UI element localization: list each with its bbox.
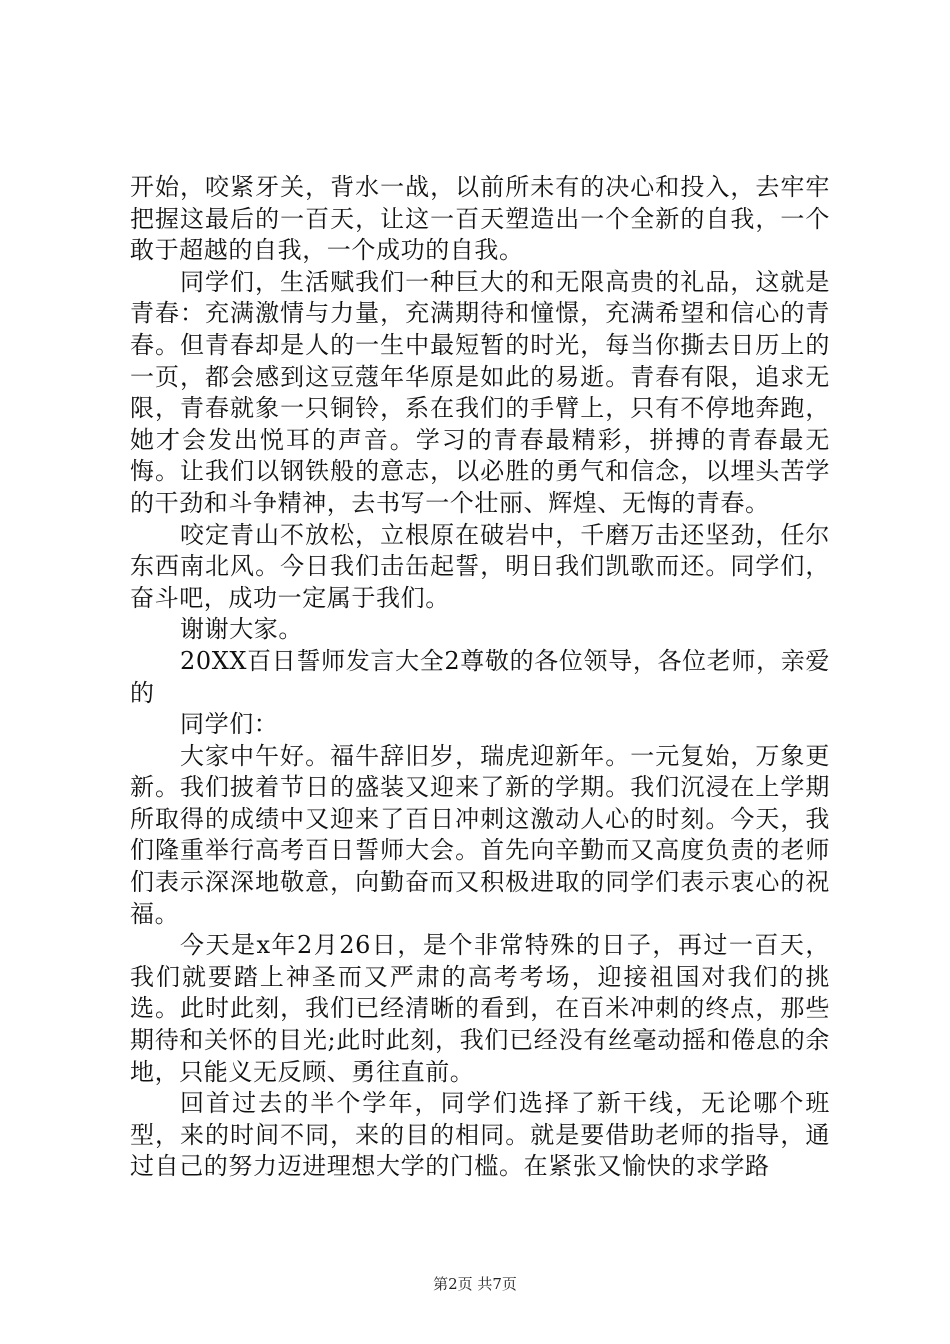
- paragraph-youth: 同学们，生活赋我们一种巨大的和无限高贵的礼品，这就是青春：充满激情与力量，充满期待和憧憬，充满希望和信心的青春。但青春却是人的一生中最短暂的时光，每当你撕去日历上的一页，都会感到这豆蔻年华原是如此的易逝。青春有限，追求无限，青春就象一只铜铃，系在我们的手臂上，只有不停地奔跑，她才会发出悦耳的声音。学习的青春最精彩，拼搏的青春最无悔。让我们以钢铁般的意志，以必胜的勇气和信念，以埋头苦学的干劲和斗争精神，去书写一个壮丽、辉煌、无悔的青春。: [130, 267, 830, 517]
- paragraph-speech-2-heading: 20XX百日誓师发言大全2尊敬的各位领导，各位老师，亲爱的: [130, 646, 830, 707]
- paragraph-poem: 咬定青山不放松，立根原在破岩中，千磨万击还坚劲，任尔东西南北风。今日我们击缶起誓，明日我们凯歌而还。同学们，奋斗吧，成功一定属于我们。: [130, 520, 830, 612]
- page-number-footer: 第2页 共7页: [433, 1275, 517, 1293]
- paragraph-thanks: 谢谢大家。: [180, 615, 303, 644]
- paragraph-today: 今天是x年2月26日，是个非常特殊的日子，再过一百天，我们就要踏上神圣而又严肃的高考考场，迎接祖国对我们的挑选。此时此刻，我们已经清晰的看到，在百米冲刺的终点，那些期待和关怀的目光;此时此刻，我们已经没有丝毫动摇和倦息的余地，只能义无反顾、勇往直前。: [130, 931, 830, 1086]
- document-body: [130, 172, 830, 1183]
- paragraph-review: 回首过去的半个学年，同学们选择了新干线，无论哪个班型，来的时间不同，来的目的相同。就是要借助老师的指导，通过自己的努力迈进理想大学的门槛。在紧张又愉快的求学路: [130, 1089, 830, 1181]
- paragraph-continuation: 开始，咬紧牙关，背水一战，以前所未有的决心和投入，去牢牢把握这最后的一百天，让这一百天塑造出一个全新的自我，一个敢于超越的自我，一个成功的自我。: [130, 173, 830, 265]
- paragraph-salutation: 同学们：: [180, 710, 279, 739]
- paragraph-greeting: 大家中午好。福牛辞旧岁，瑞虎迎新年。一元复始，万象更新。我们披着节日的盛装又迎来了新的学期。我们沉浸在上学期所取得的成绩中又迎来了百日冲刺这激动人心的时刻。今天，我们隆重举行高考百日誓师大会。首先向辛勤而又高度负责的老师们表示深深地敬意，向勤奋而又积极进取的同学们表示衷心的祝福。: [130, 741, 830, 928]
